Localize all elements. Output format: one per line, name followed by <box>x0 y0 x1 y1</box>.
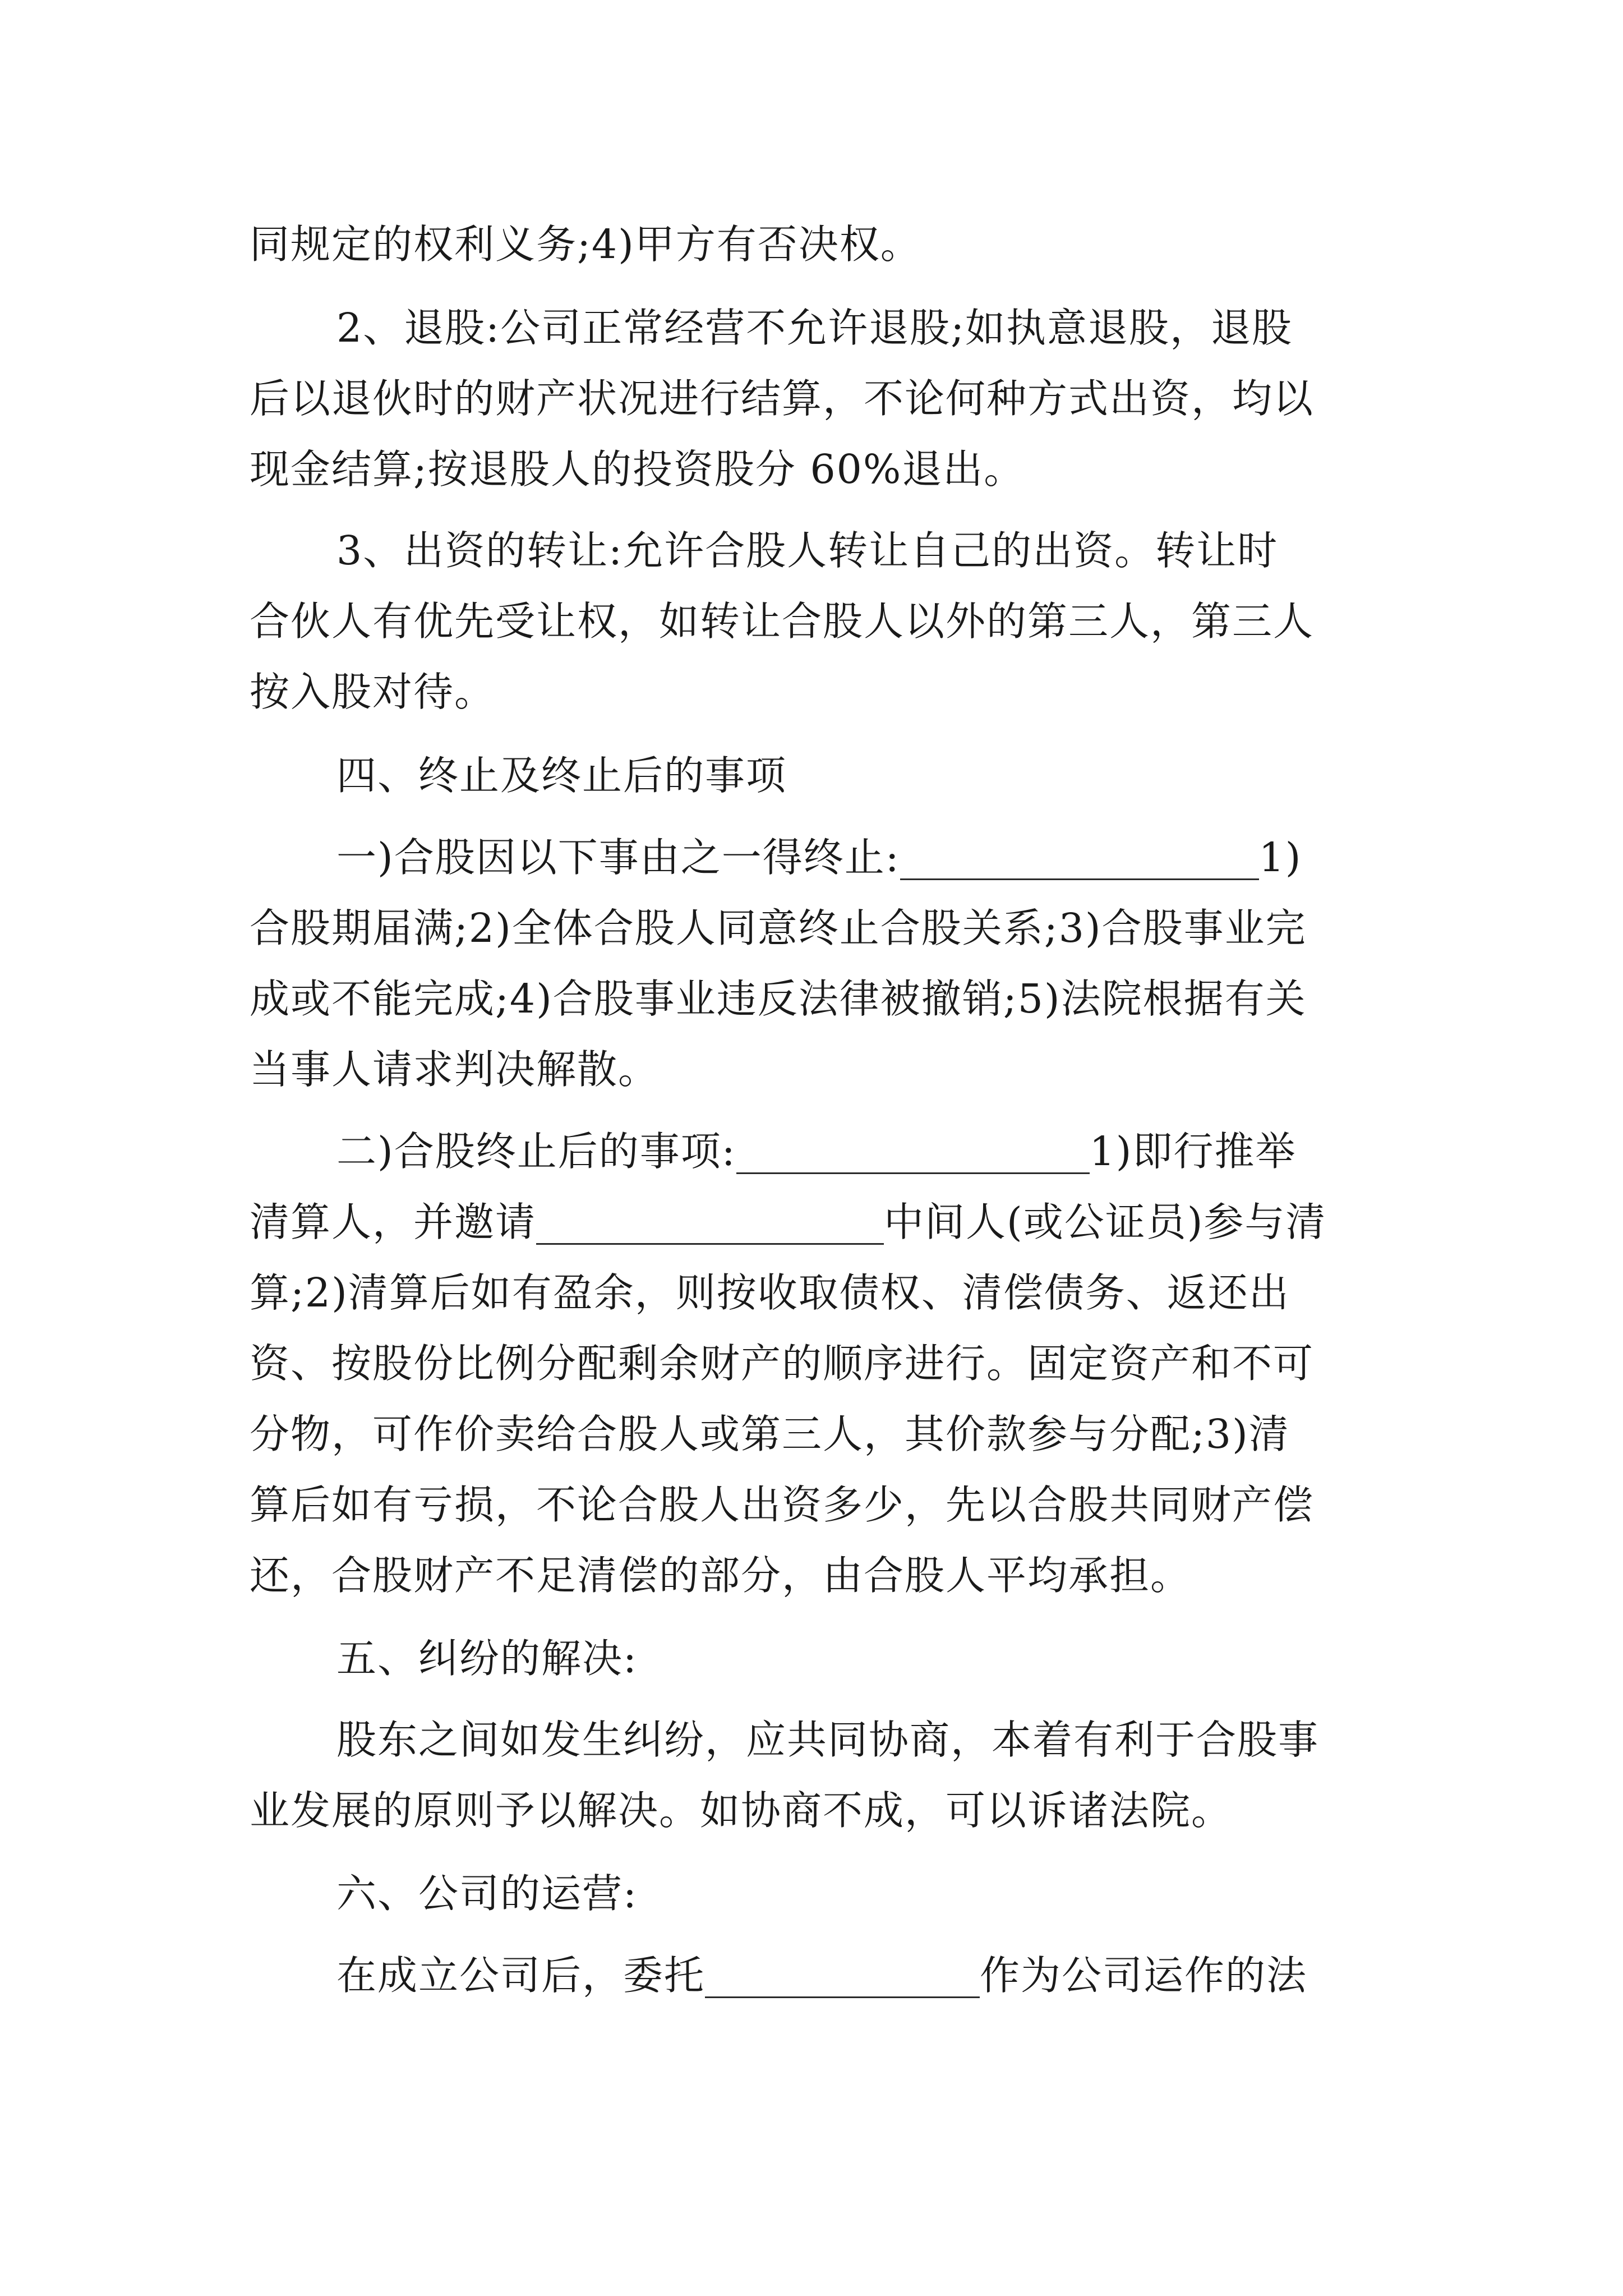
line-text: 五、纠纷的解决: <box>336 1635 638 1682</box>
line-text: 后以退伙时的财产状况进行结算，不论何种方式出资，均以 <box>250 375 1315 422</box>
body-line <box>250 1042 659 1098</box>
line-text: 按入股对待。 <box>250 669 496 715</box>
body-line <box>250 371 1314 427</box>
body-line <box>250 217 921 273</box>
body-line <box>250 1548 1191 1604</box>
line-text: 成或不能完成;4)合股事业违反法律被撤销;5)法院根据有关 <box>250 976 1307 1022</box>
line-text: 四、终止及终止后的事项 <box>336 752 787 799</box>
line-text: 一)合股因以下事由之一得终止: <box>336 834 900 881</box>
body-line <box>336 523 1278 579</box>
line-text: 六、公司的运营: <box>336 1870 638 1917</box>
body-line <box>336 830 1302 886</box>
body-line <box>250 1406 1290 1462</box>
body-line <box>336 1712 1319 1768</box>
body-line <box>250 900 1307 956</box>
body-line <box>250 1194 1326 1250</box>
line-text: 股东之间如发生纠纷，应共同协商，本着有利于合股事 <box>336 1717 1320 1763</box>
line-text: 算;2)清算后如有盈余，则按收取债权、清偿债务、返还出 <box>250 1269 1290 1316</box>
body-line <box>250 1783 1232 1839</box>
line-text: 2、退股:公司正常经营不允许退股;如执意退股，退股 <box>336 305 1293 351</box>
line-text: 合伙人有优先受让权，如转让合股人以外的第三人，第三人 <box>250 598 1315 645</box>
section-heading <box>336 1631 638 1687</box>
line-text: 作为公司运作的法 <box>980 1952 1308 1999</box>
body-line <box>250 1265 1290 1321</box>
line-text: 现金结算;按退股人的投资股分 60%退出。 <box>250 446 1025 493</box>
line-text: 资、按股份比例分配剩余财产的顺序进行。固定资产和不可 <box>250 1340 1315 1387</box>
body-line <box>250 441 1025 498</box>
section-heading <box>336 748 787 804</box>
line-text: 清算人，并邀请 <box>250 1199 537 1245</box>
body-line <box>336 300 1293 356</box>
line-text: 算后如有亏损，不论合股人出资多少，先以合股共同财产偿 <box>250 1481 1315 1528</box>
line-text: 在成立公司后，委托 <box>336 1952 706 1999</box>
line-text: 二)合股终止后的事项: <box>336 1128 736 1175</box>
body-line <box>250 1336 1314 1392</box>
fill-in-blank <box>705 1955 980 1998</box>
line-text: 1)即行推举 <box>1089 1128 1297 1175</box>
line-text: 还，合股财产不足清偿的部分，由合股人平均承担。 <box>250 1552 1192 1599</box>
body-line <box>250 1477 1314 1533</box>
body-line <box>336 1124 1297 1180</box>
section-heading <box>336 1866 638 1922</box>
line-text: 同规定的权利义务;4)甲方有否决权。 <box>250 221 921 268</box>
line-text: 3、出资的转让:允许合股人转让自己的出资。转让时 <box>336 527 1279 574</box>
body-line <box>250 971 1307 1027</box>
line-text: 分物，可作价卖给合股人或第三人，其价款参与分配;3)清 <box>250 1411 1290 1457</box>
body-line <box>250 593 1314 650</box>
line-text: 业发展的原则予以解决。如协商不成，可以诉诸法院。 <box>250 1787 1233 1834</box>
fill-in-blank <box>900 837 1259 880</box>
body-line <box>336 1948 1307 2004</box>
line-text: 当事人请求判决解散。 <box>250 1046 660 1093</box>
line-text: 1) <box>1258 834 1302 881</box>
line-text: 中间人(或公证员)参与清 <box>884 1199 1327 1245</box>
fill-in-blank <box>736 1131 1090 1174</box>
fill-in-blank <box>536 1202 884 1245</box>
line-text: 合股期届满;2)全体合股人同意终止合股关系;3)合股事业完 <box>250 905 1307 951</box>
body-line <box>250 664 495 720</box>
